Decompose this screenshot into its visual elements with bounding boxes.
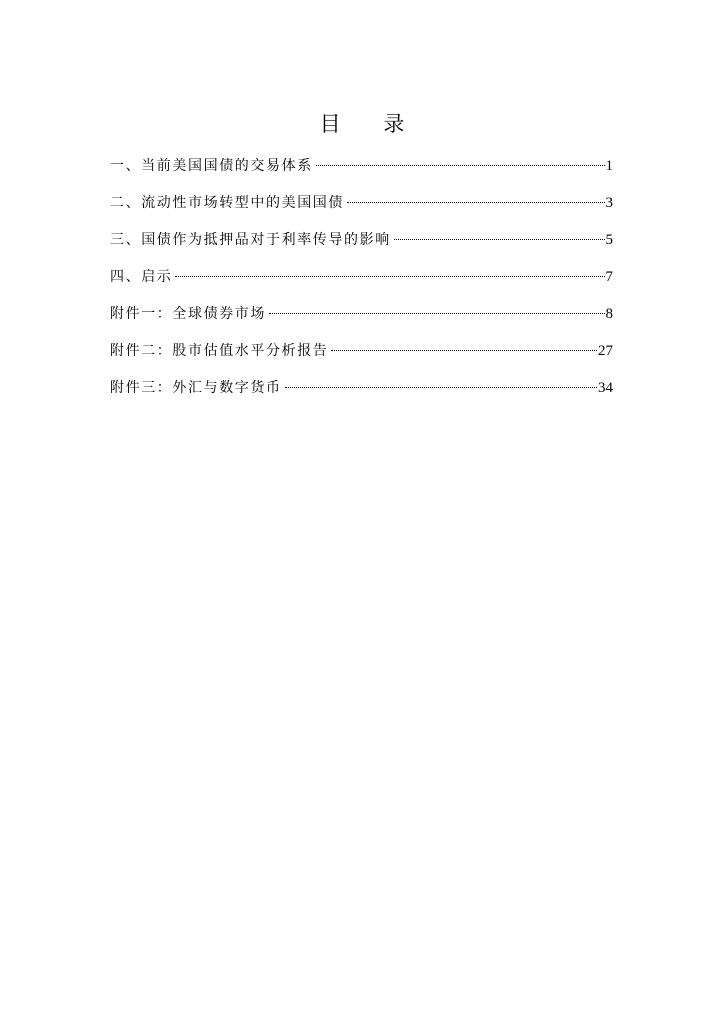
toc-page-number: 8 (605, 306, 613, 322)
toc-entry[interactable] (110, 187, 613, 211)
toc-dot-leader (285, 372, 597, 392)
toc-entry[interactable] (110, 298, 613, 322)
toc-entry[interactable] (110, 150, 613, 174)
toc-entry-text: 附件二：股市估值水平分析报告 (110, 343, 329, 359)
toc-dot-leader (394, 224, 605, 244)
toc-title: 目 录 (319, 112, 423, 136)
toc-page-number: 5 (605, 232, 613, 248)
toc-entry-text: 三、国债作为抵押品对于利率传导的影响 (110, 232, 391, 248)
toc-entry-text: 一、当前美国国债的交易体系 (110, 158, 313, 174)
toc-entry[interactable] (110, 335, 613, 359)
toc-page-number: 27 (598, 343, 613, 359)
toc-page-number: 7 (605, 269, 613, 285)
toc-entry[interactable] (110, 261, 613, 285)
toc-dot-leader (331, 335, 597, 355)
toc-dot-leader (347, 187, 605, 207)
toc-entry[interactable] (110, 372, 613, 396)
toc-entry-text: 二、流动性市场转型中的美国国债 (110, 195, 344, 211)
toc-entry-text: 四、启示 (110, 269, 173, 285)
toc-entry-text: 附件三：外汇与数字货币 (110, 380, 282, 396)
toc-entry-text: 附件一：全球债券市场 (110, 306, 266, 322)
toc-dot-leader (269, 298, 605, 318)
toc-page-number: 34 (598, 380, 613, 396)
toc-page-number: 1 (605, 158, 613, 174)
toc-list (110, 150, 613, 409)
toc-dot-leader (316, 150, 605, 170)
toc-dot-leader (175, 261, 604, 281)
toc-entry[interactable] (110, 224, 613, 248)
toc-page-number: 3 (605, 195, 613, 211)
